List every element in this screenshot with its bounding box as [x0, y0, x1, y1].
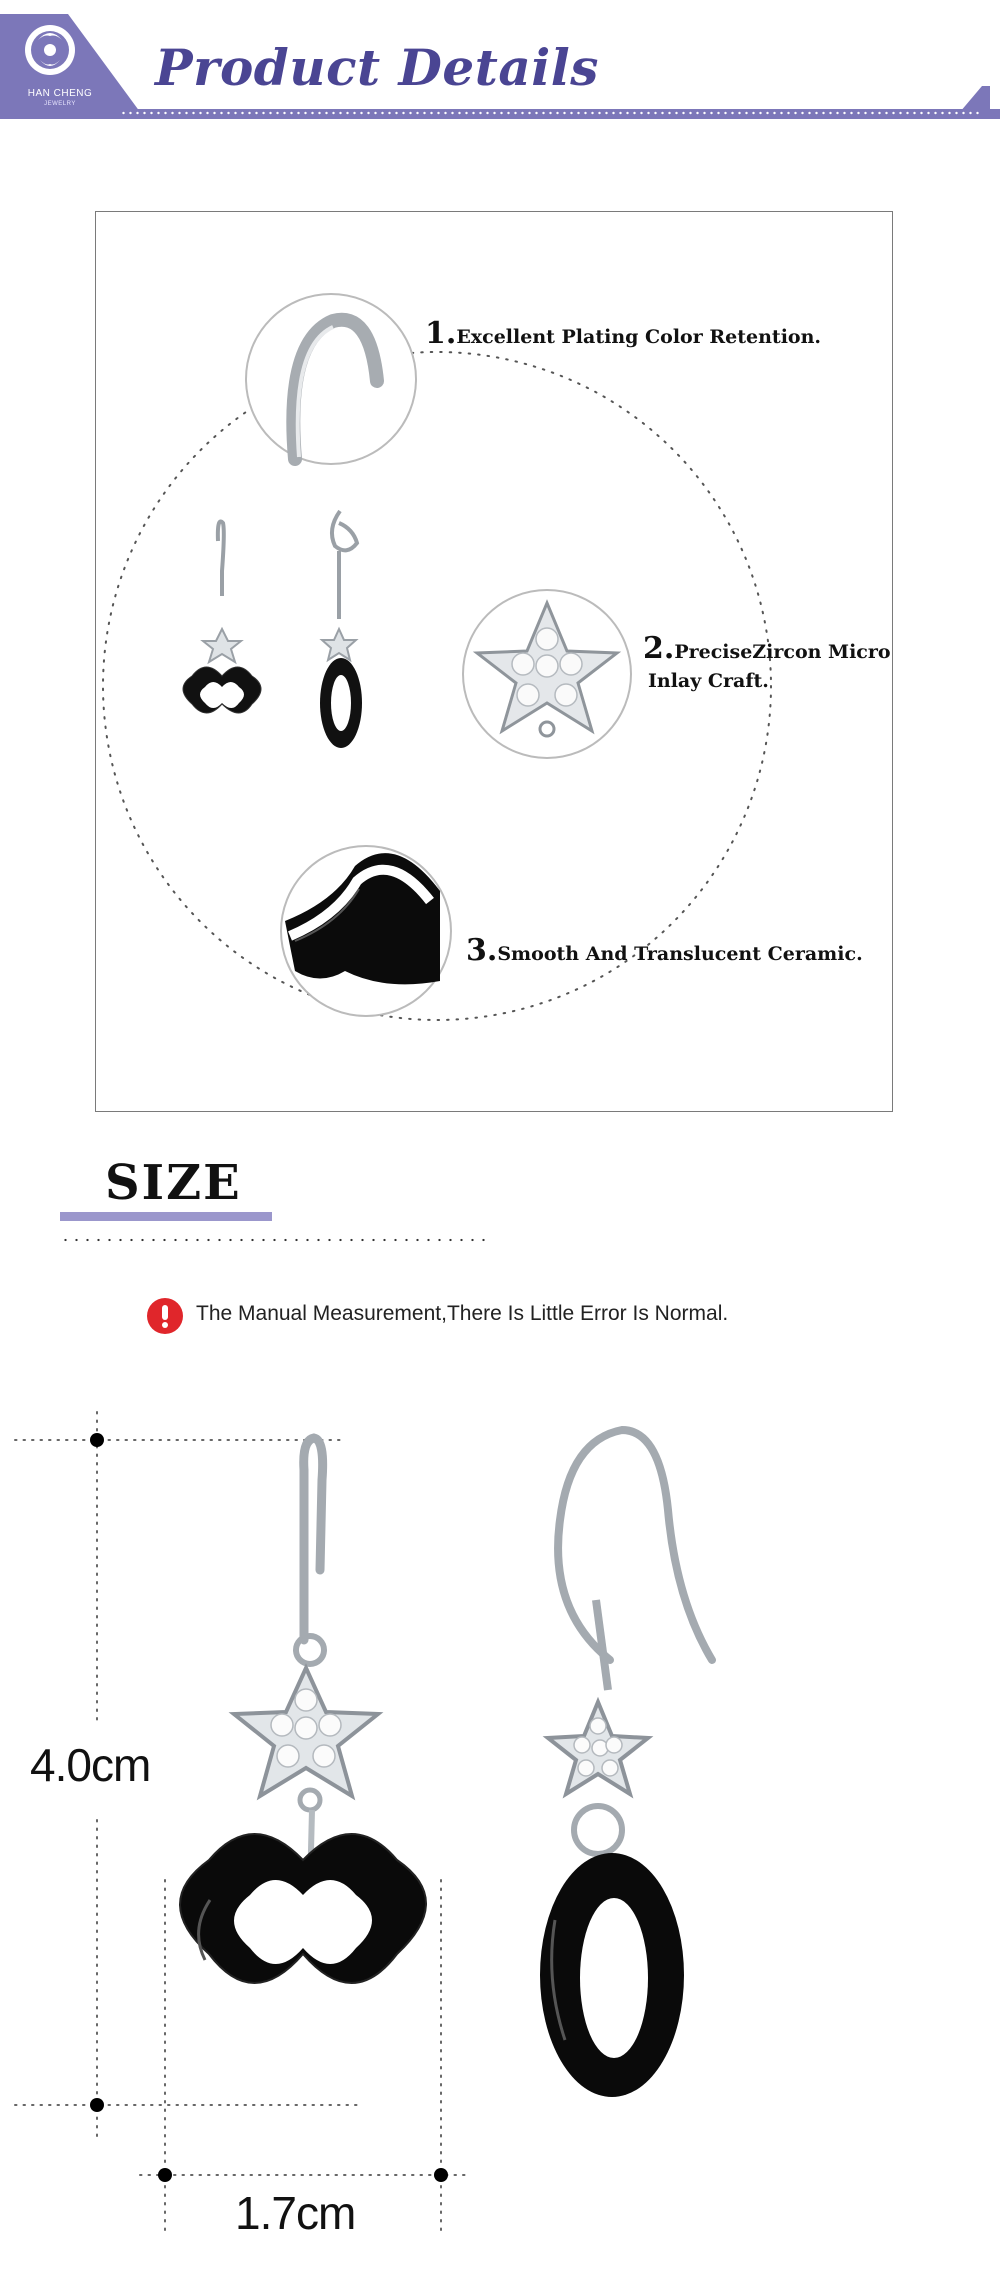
feature-2-number: 2.	[643, 631, 675, 666]
height-dimension-label: 4.0cm	[30, 1739, 151, 1791]
feature-2-line2	[648, 670, 769, 692]
logo-subtitle: JEWELRY	[44, 101, 76, 107]
feature-2-text: PreciseZircon Micro	[674, 641, 891, 663]
size-heading: SIZE	[105, 1155, 242, 1211]
feature-2-text-line2: Inlay Craft.	[648, 670, 769, 692]
header-dotted-line	[120, 111, 980, 115]
size-dotted-line	[60, 1238, 490, 1242]
detail-circle-hook	[246, 294, 416, 464]
feature-3-text: Smooth And Translucent Ceramic.	[497, 943, 863, 965]
feature-3-number: 3.	[466, 933, 498, 968]
width-dimension-label: 1.7cm	[235, 2187, 356, 2239]
brand-logo-icon	[18, 20, 82, 86]
feature-1-text: Excellent Plating Color Retention.	[456, 326, 822, 348]
feature-3	[466, 933, 863, 968]
detail-circle-ceramic	[281, 846, 451, 1016]
detail-circle-star	[463, 590, 631, 758]
logo-name: HAN CHENG	[27, 88, 93, 99]
size-illustration	[0, 1400, 1000, 2281]
header	[0, 0, 1000, 125]
feature-2	[643, 631, 891, 666]
page-title: Product Details	[155, 38, 599, 97]
earring-right-small	[320, 511, 362, 748]
measurement-note: The Manual Measurement,There Is Little Error Is Normal.	[196, 1302, 729, 1325]
feature-1-number: 1.	[425, 316, 457, 351]
earring-left-small	[183, 521, 261, 713]
size-heading-bar	[60, 1212, 272, 1221]
exclamation-icon	[146, 1297, 184, 1335]
dimension-markers	[90, 1433, 448, 2182]
earring-left-large	[180, 1438, 426, 1983]
earring-right-large	[540, 1430, 712, 2097]
feature-1	[425, 316, 821, 351]
dimension-guides	[15, 1412, 470, 2230]
